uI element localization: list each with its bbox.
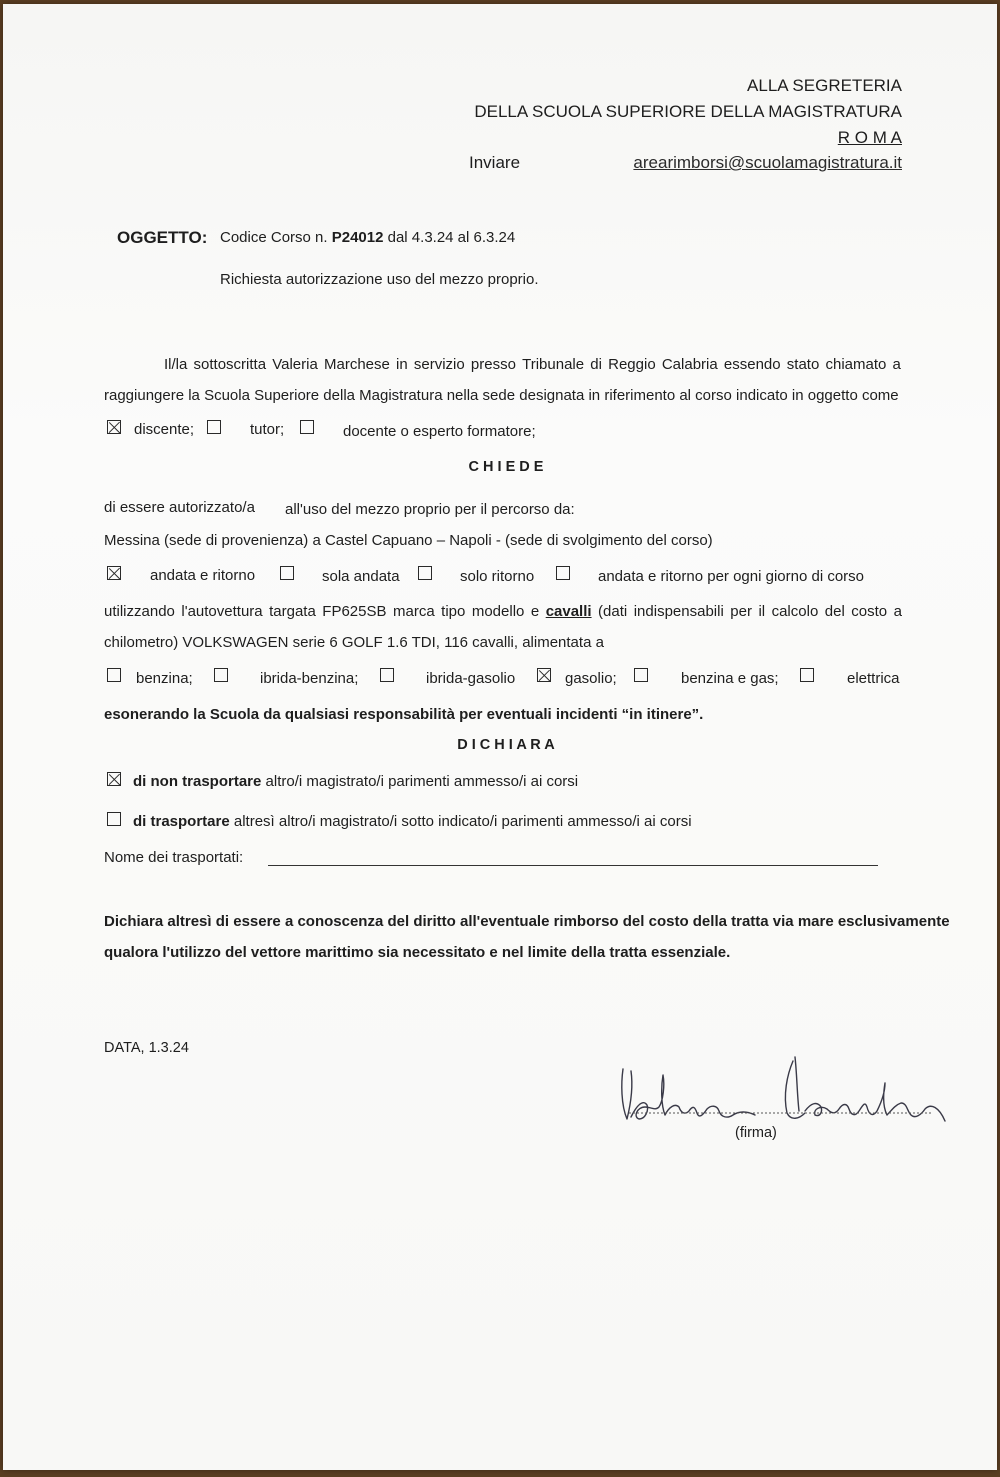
non-trasportare-checkbox[interactable] <box>107 772 121 786</box>
passengers-label: Nome dei trasportati: <box>104 849 244 866</box>
role-discente-checkbox[interactable] <box>107 420 121 434</box>
fuel-ibrida-gasolio-label: ibrida-gasolio <box>426 670 516 687</box>
vehicle-line-2: chilometro) VOLKSWAGEN serie 6 GOLF 1.6 TDI, 116 cavalli, alimentata a <box>104 634 604 651</box>
trip-sola-andata-label: sola andata <box>322 568 400 585</box>
fuel-benzina-checkbox[interactable] <box>107 668 121 682</box>
fuel-ibrida-benzina-checkbox[interactable] <box>214 668 228 682</box>
auth-part-1: di essere autorizzato/a <box>104 499 255 516</box>
auth-part-2: all'uso del mezzo proprio per il percorso da: <box>285 501 575 518</box>
course-dates: dal 4.3.24 al 6.3.24 <box>387 229 516 246</box>
role-docente-checkbox[interactable] <box>300 420 314 434</box>
role-tutor-label: tutor; <box>250 421 285 438</box>
declaration-line-2: qualora l'utilizzo del vettore marittimo sia necessitato e nel limite della tratta essenziale. <box>104 944 731 961</box>
intro-line-1: Il/la sottoscritta Valeria Marchese in servizio presso Tribunale di Reggio Calabria essendo stato chiamato a <box>164 356 901 373</box>
send-label: Inviare <box>469 153 521 172</box>
intro-line-2: raggiungere la Scuola Superiore della Magistratura nella sede designata in riferimento al corso indicato in oggetto come <box>104 387 899 404</box>
trip-ogni-giorno-label: andata e ritorno per ogni giorno di corso <box>598 568 865 585</box>
chiede-heading: C H I E D E <box>468 459 544 475</box>
header-line-3: R O M A <box>837 128 902 147</box>
trip-solo-ritorno-checkbox[interactable] <box>418 566 432 580</box>
fuel-benzina-gas-checkbox[interactable] <box>634 668 648 682</box>
signature <box>615 1045 960 1135</box>
passengers-input-line[interactable] <box>268 865 878 866</box>
fuel-benzina-label: benzina; <box>136 670 193 687</box>
fuel-benzina-gas-label: benzina e gas; <box>681 670 779 687</box>
subject-label: OGGETTO: <box>117 228 208 247</box>
fuel-elettrica-label: elettrica <box>847 670 900 687</box>
trip-sola-andata-checkbox[interactable] <box>280 566 294 580</box>
header-line-1: ALLA SEGRETERIA <box>747 76 902 95</box>
signature-caption: (firma) <box>735 1125 777 1141</box>
course-code: P24012 <box>331 229 384 246</box>
fuel-elettrica-checkbox[interactable] <box>800 668 814 682</box>
trasportare-bold: di trasportare <box>133 813 230 830</box>
role-tutor-checkbox[interactable] <box>207 420 221 434</box>
trasportare-checkbox[interactable] <box>107 812 121 826</box>
fuel-ibrida-benzina-label: ibrida-benzina; <box>260 670 359 687</box>
trip-solo-ritorno-label: solo ritorno <box>460 568 535 585</box>
non-trasportare-rest: altro/i magistrato/i parimenti ammesso/i ai corsi <box>265 773 579 790</box>
email-address: arearimborsi@scuolamagistratura.it <box>633 153 902 172</box>
date-line: DATA, 1.3.24 <box>104 1040 189 1056</box>
header-line-2: DELLA SCUOLA SUPERIORE DELLA MAGISTRATURA <box>474 102 902 121</box>
request-line: Richiesta autorizzazione uso del mezzo proprio. <box>220 271 539 288</box>
dichiara-heading: D I C H I A R A <box>457 737 555 753</box>
cavalli-word: cavalli <box>545 603 592 620</box>
non-trasportare-bold: di non trasportare <box>133 773 262 790</box>
trip-andata-ritorno-label: andata e ritorno <box>150 567 256 584</box>
fuel-gasolio-label: gasolio; <box>565 670 617 687</box>
trasportare-rest: altresì altro/i magistrato/i sotto indicato/i parimenti ammesso/i ai corsi <box>233 813 692 830</box>
vehicle-line-1: utilizzando l'autovettura targata FP625SB marca tipo modello e cavalli (dati indispensabili per il calcolo del costo a <box>104 603 902 620</box>
exoneration-line: esonerando la Scuola da qualsiasi responsabilità per eventuali incidenti “in itinere”. <box>104 706 704 723</box>
fuel-gasolio-checkbox[interactable] <box>537 668 551 682</box>
trasportare-line <box>133 813 692 830</box>
course-prefix: Codice Corso n. <box>220 229 328 246</box>
declaration-line-1: Dichiara altresì di essere a conoscenza del diritto all'eventuale rimborso del costo della tratta via mare esclusivamente <box>104 913 950 930</box>
fuel-ibrida-gasolio-checkbox[interactable] <box>380 668 394 682</box>
non-trasportare-line <box>133 773 578 790</box>
role-discente-label: discente; <box>134 421 195 438</box>
trip-ogni-giorno-checkbox[interactable] <box>556 566 570 580</box>
trip-andata-ritorno-checkbox[interactable] <box>107 566 121 580</box>
route-line: Messina (sede di provenienza) a Castel Capuano – Napoli - (sede di svolgimento del corso) <box>104 532 713 549</box>
course-line <box>220 229 515 246</box>
role-docente-label: docente o esperto formatore; <box>343 423 536 440</box>
